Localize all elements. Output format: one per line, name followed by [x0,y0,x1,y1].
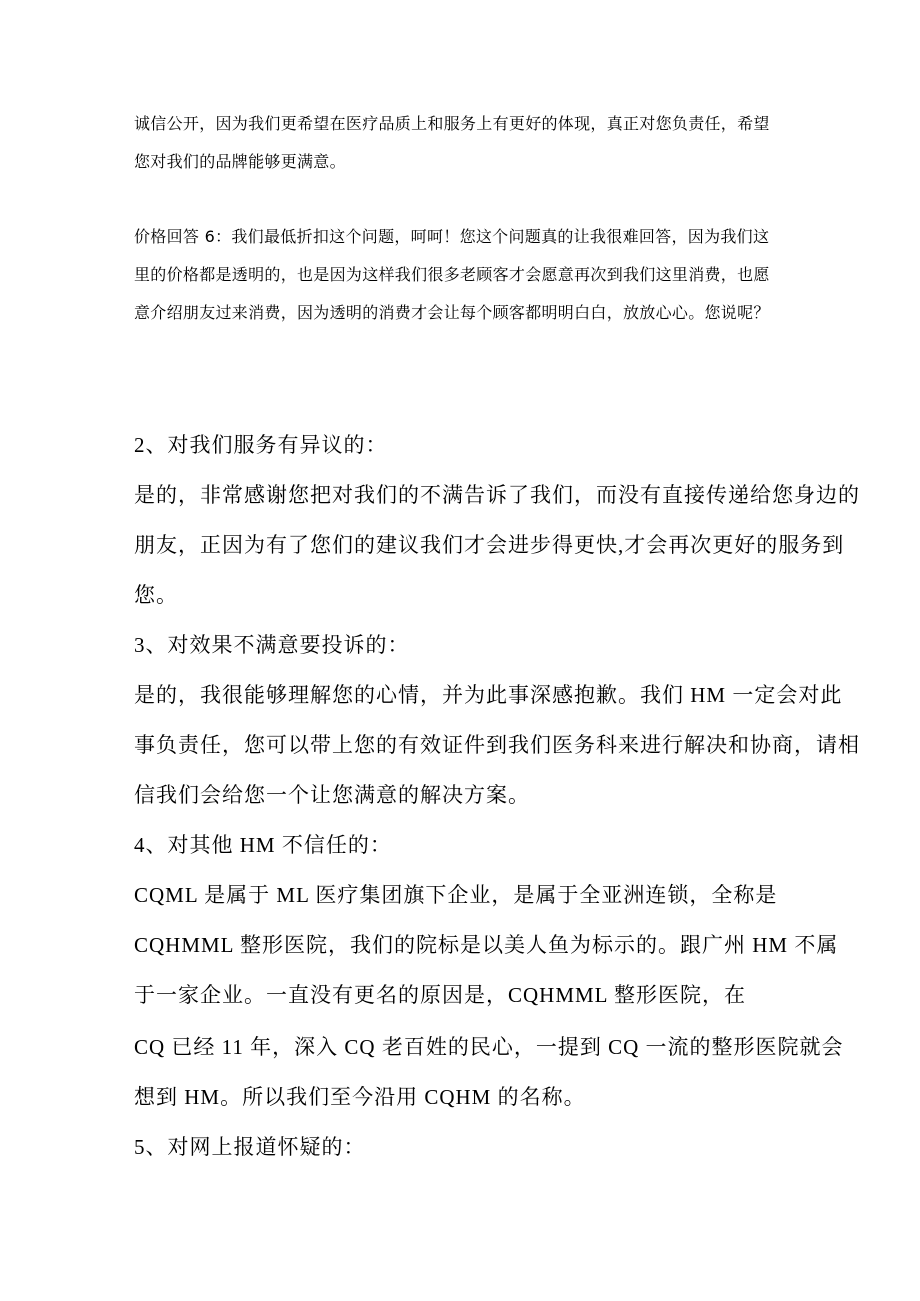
intro-line-1: 诚信公开，因为我们更希望在医疗品质上和服务上有更好的体现，真正对您负责任，希望 [134,114,770,133]
section-3-line-2: 事负责任，您可以带上您的有效证件到我们医务科来进行解决和协商，请相 [134,733,860,757]
section-4-line-2: CQHMML 整形医院，我们的院标是以美人鱼为标示的。跟广州 HM 不属 [134,933,839,957]
intro-line-2: 您对我们的品牌能够更满意。 [134,152,346,171]
price-answer-6-paragraph [134,218,814,332]
section-3-line-3: 信我们会给您一个让您满意的解决方案。 [134,783,530,807]
section-3-line-1: 是的，我很能够理解您的心情，并为此事深感抱歉。我们 HM 一定会对此 [134,683,843,707]
intro-paragraph [134,105,814,181]
section-2 [134,420,860,1020]
price-answer-line-2: 里的价格都是透明的，也是因为这样我们很多老顾客才会愿意再次到我们这里消费，也愿 [134,265,770,284]
section-3-heading: 3、对效果不满意要投诉的： [134,633,410,657]
section-2-line-2: 朋友，正因为有了您们的建议我们才会进步得更快,才会再次更好的服务到 [134,533,845,557]
section-4-line-3: 于一家企业。一直没有更名的原因是，CQHMML 整形医院，在 [134,983,746,1007]
section-4-continuation [134,1022,844,1172]
section-4-cont-line-1: CQ 已经 11 年，深入 CQ 老百姓的民心，一提到 CQ 一流的整形医院就会 [134,1035,844,1059]
section-2-heading: 2、对我们服务有异议的： [134,433,388,457]
section-4-heading: 4、对其他 HM 不信任的： [134,833,392,857]
section-5-heading: 5、对网上报道怀疑的： [134,1135,366,1159]
section-2-line-1: 是的，非常感谢您把对我们的不满告诉了我们，而没有直接传递给您身边的 [134,483,860,507]
price-answer-line-3: 意介绍朋友过来消费，因为透明的消费才会让每个顾客都明明白白，放放心心。您说呢？ [134,303,770,322]
section-2-line-3: 您。 [134,583,178,607]
section-4-line-1: CQML 是属于 ML 医疗集团旗下企业，是属于全亚洲连锁，全称是 [134,883,778,907]
price-answer-line-1: 价格回答 6：我们最低折扣这个问题，呵呵！您这个问题真的让我很难回答，因为我们这 [134,227,770,246]
section-4-cont-line-2: 想到 HM。所以我们至今沿用 CQHM 的名称。 [134,1085,586,1109]
